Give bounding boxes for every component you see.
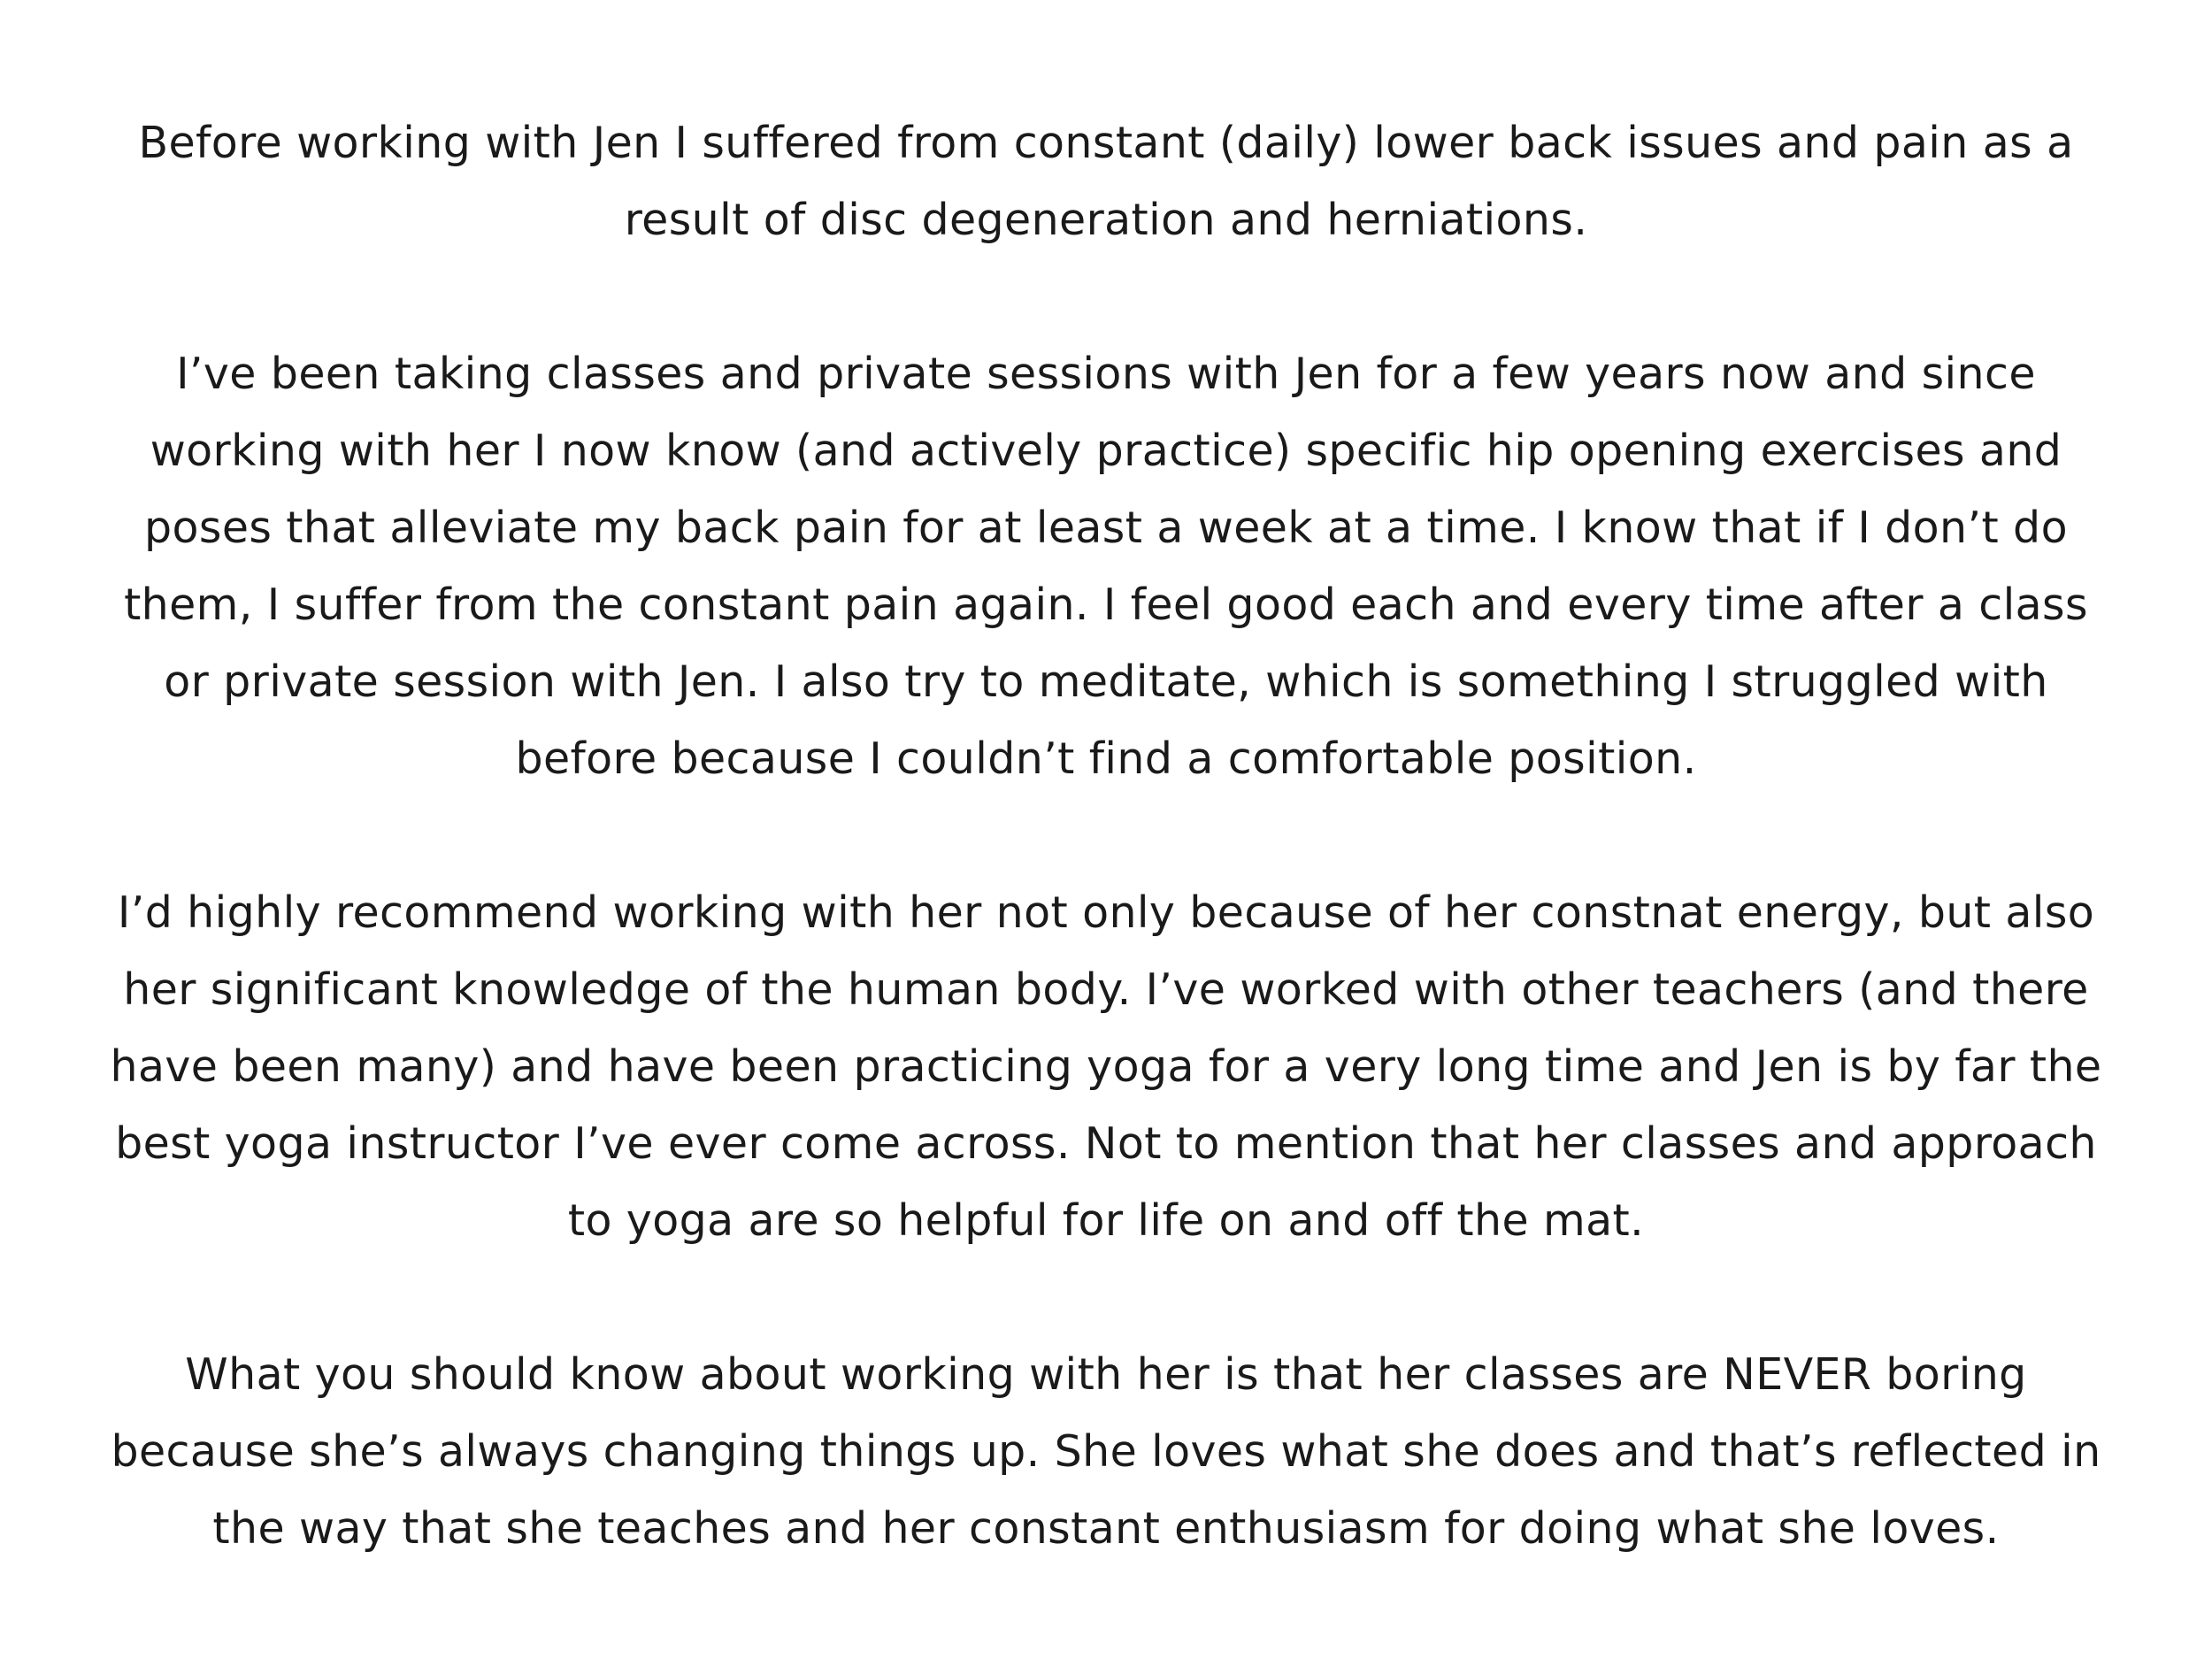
paragraph-never-boring: What you should know about working with her is that her classes are NEVER boring because she’s always changing things up. She loves what she does and that’s reflected in the way that she teaches and her constant enthusiasm for doing what she loves. bbox=[111, 1349, 2101, 1554]
paragraph-recommendation: I’d highly recommend working with her not only because of her constnat energy, but also her significant knowledge of the human body. I’ve worked with other teachers (and there have been many) and have been practicing yoga for a very long time and Jen is by far the best yoga instructor I’ve ever come across. Not to mention that her classes and approach to yoga are so helpful for life on and off the mat. bbox=[110, 887, 2102, 1246]
testimonial-text bbox=[97, 104, 2115, 1567]
paragraph-back-issues: Before working with Jen I suffered from constant (daily) lower back issues and pain as a result of disc degeneration and herniations. bbox=[138, 118, 2074, 245]
paragraph-sessions-with-jen: I’ve been taking classes and private sessions with Jen for a few years now and since working with her I now know (and actively practice) specific hip opening exercises and poses that alleviate my back pain for at least a week at a time. I know that if I don’t do them, I suffer from the constant pain again. I feel good each and every time after a class or private session with Jen. I also try to meditate, which is something I struggled with before because I couldn’t find a comfortable position. bbox=[124, 349, 2088, 784]
